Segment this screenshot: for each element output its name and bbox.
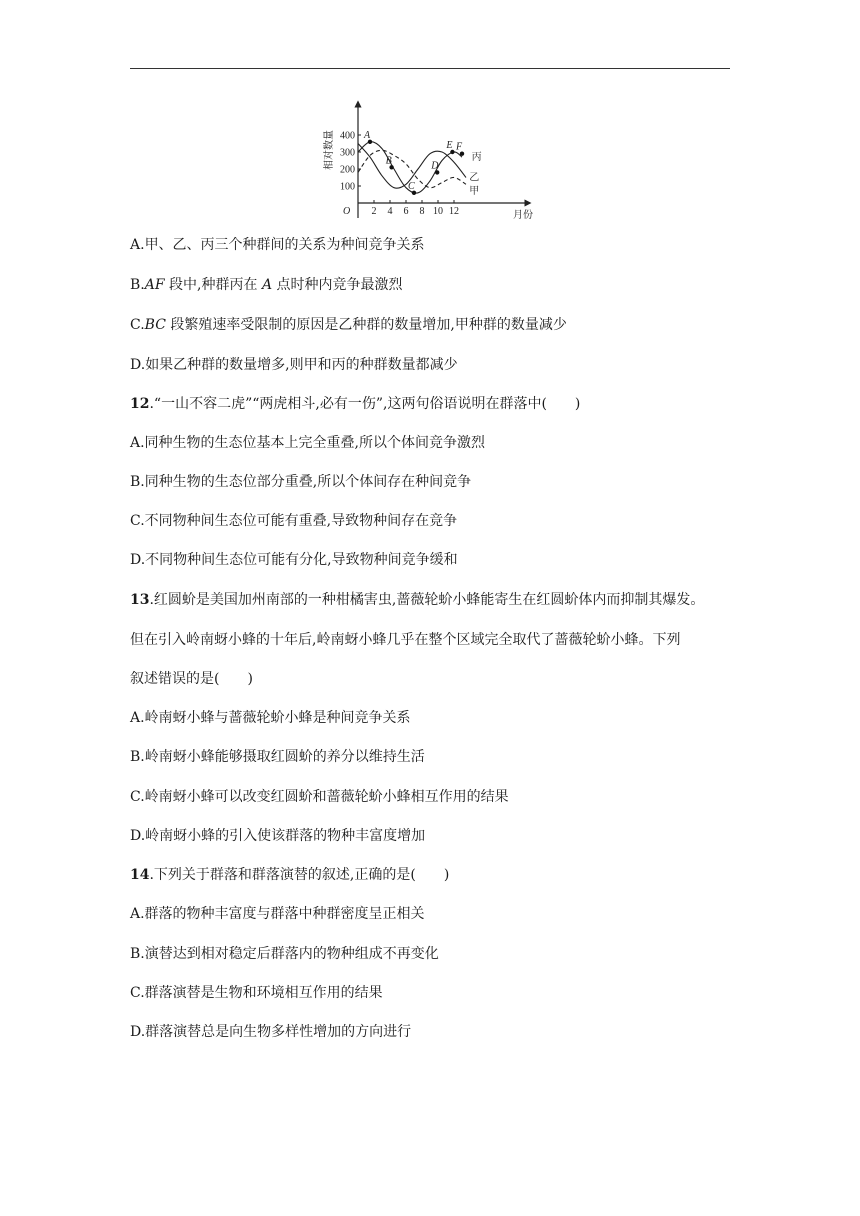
- q13-stem-line3: 叙述错误的是( ): [130, 671, 253, 687]
- x-tick-label-10: 10: [433, 206, 443, 217]
- q13-option-d: D.岭南蚜小蜂的引入使该群落的物种丰富度增加: [130, 828, 426, 844]
- q14-stem: 14.下列关于群落和群落演替的叙述,正确的是( ): [130, 867, 450, 883]
- point-label-C: C: [408, 180, 415, 192]
- point-label-B: B: [385, 155, 392, 167]
- x-tick-label-4: 4: [387, 206, 393, 217]
- q13-stem-line1: 13.红圆蚧是美国加州南部的一种柑橘害虫,蔷薇轮蚧小蜂能寄生在红圆蚧体内而抑制其爆发。: [130, 592, 705, 608]
- point-label-F: F: [456, 141, 463, 153]
- q11-option-c: C.BC 段繁殖速率受限制的原因是乙种群的数量增加,甲种群的数量减少: [130, 317, 567, 333]
- q11-option-b: B.AF 段中,种群丙在 A 点时种内竞争最激烈: [130, 277, 403, 293]
- q12-option-d: D.不同物种间生态位可能有分化,导致物种间竞争缓和: [130, 552, 458, 568]
- y-tick-label-400: 400: [340, 130, 355, 142]
- q12-option-b: B.同种生物的生态位部分重叠,所以个体间存在种间竞争: [130, 474, 472, 490]
- curve-label-0: 丙: [471, 152, 482, 164]
- q13-option-c: C.岭南蚜小蜂可以改变红圆蚧和蔷薇轮蚧小蜂相互作用的结果: [130, 789, 509, 805]
- y-tick-label-100: 100: [340, 181, 355, 193]
- q14-option-c: C.群落演替是生物和环境相互作用的结果: [130, 985, 383, 1001]
- q13-option-b: B.岭南蚜小蜂能够摄取红圆蚧的养分以维持生活: [130, 749, 425, 765]
- x-tick-label-8: 8: [419, 206, 425, 217]
- q14-option-d: D.群落演替总是向生物多样性增加的方向进行: [130, 1024, 412, 1040]
- q12-option-a: A.同种生物的生态位基本上完全重叠,所以个体间竞争激烈: [130, 435, 486, 451]
- y-axis-title: 相对数量: [324, 130, 335, 170]
- q11-option-d: D.如果乙种群的数量增多,则甲和丙的种群数量都减少: [130, 357, 458, 373]
- q13-option-a: A.岭南蚜小蜂与蔷薇轮蚧小蜂是种间竞争关系: [130, 710, 411, 726]
- q14-option-a: A.群落的物种丰富度与群落中种群密度呈正相关: [130, 906, 425, 922]
- x-axis-title: 月份: [513, 210, 533, 221]
- header-rule: [130, 68, 730, 69]
- population-chart-svg: [318, 96, 550, 226]
- point-label-E: E: [446, 140, 453, 151]
- q14-option-b: B.演替达到相对稳定后群落内的物种组成不再变化: [130, 946, 439, 962]
- curve-label-2: 甲: [469, 186, 480, 198]
- point-label-A: A: [364, 129, 371, 141]
- x-tick-label-2: 2: [371, 206, 377, 217]
- q11-option-a: A.甲、乙、丙三个种群间的关系为种间竞争关系: [130, 237, 425, 253]
- y-tick-label-200: 200: [340, 164, 355, 176]
- y-tick-label-300: 300: [340, 147, 355, 159]
- x-tick-label-6: 6: [403, 206, 409, 217]
- point-label-D: D: [431, 160, 439, 172]
- population-chart: [318, 96, 550, 226]
- q13-stem-line2: 但在引入岭南蚜小蜂的十年后,岭南蚜小蜂几乎在整个区域完全取代了蔷薇轮蚧小蜂。下列: [130, 632, 681, 648]
- q12-stem: 12.“一山不容二虎”“两虎相斗,必有一伤”,这两句俗语说明在群落中( ): [130, 396, 581, 412]
- x-tick-label-12: 12: [449, 206, 459, 217]
- origin-label: O: [343, 206, 351, 217]
- curve-label-1: 乙: [469, 172, 480, 184]
- q12-option-c: C.不同物种间生态位可能有重叠,导致物种间存在竞争: [130, 513, 458, 529]
